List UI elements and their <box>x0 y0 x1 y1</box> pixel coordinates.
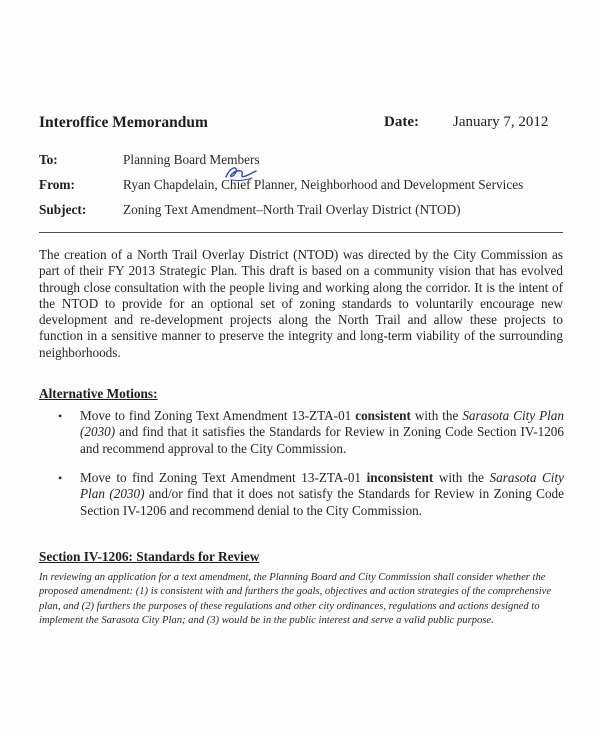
memo-title: Interoffice Memorandum <box>39 114 208 131</box>
motion-text: Move to find Zoning Text Amendment 13-ZTA-01 consistent with the Sarasota City Plan (2030) and find that it satisfies the Standards for Review in Zoning Code Section IV-1206 and recommend approval to the City Commission. <box>80 408 564 456</box>
date-label: Date: <box>384 114 419 130</box>
standards-paragraph: In reviewing an application for a text amendment, the Planning Board and City Commission shall consider whether the proposed amendment: (1) is consistent with and furthers the goals, objectives and action strategies of the comprehensive plan, and (2) furthers the purposes of these regulations and other city ordinances, regulations and actions designed to implement the Sarasota City Plan; and (3) would be in the public interest and serve a valid public purpose. <box>39 572 552 626</box>
from-value: Ryan Chapdelain, Chief Planner, Neighborhood and Development Services <box>123 177 524 192</box>
subject-value: Zoning Text Amendment–North Trail Overlay District (NTOD) <box>123 202 461 217</box>
from-label: From: <box>39 177 75 192</box>
motion-text: Move to find Zoning Text Amendment 13-ZTA-01 inconsistent with the Sarasota City Plan (2030) and/or find that it does not satisfy the Standards for Review in Zoning Code Section IV-1206 and recommend denial to the City Commission. <box>80 470 564 518</box>
alternative-motions-heading: Alternative Motions: <box>39 386 158 401</box>
date-value: January 7, 2012 <box>453 114 549 130</box>
header-divider <box>39 232 563 233</box>
intro-paragraph: The creation of a North Trail Overlay District (NTOD) was directed by the City Commission as part of their FY 2013 Strategic Plan. This draft is based on a community vision that has evolved through close consultation with the people living and working along the corridor. It is the intent of the NTOD to provide for an optional set of zoning standards to voluntarily encourage new development and re-development projects along the North Trail and allow these projects to function in a sensitive manner to preserve the integrity and long-term viability of the surrounding neighborhoods. <box>39 247 563 360</box>
bullet-icon: • <box>58 471 63 485</box>
subject-label: Subject: <box>39 202 87 217</box>
handwritten-initials-icon <box>222 163 260 185</box>
standards-heading: Section IV-1206: Standards for Review <box>39 549 260 564</box>
bullet-icon: • <box>58 409 63 423</box>
to-label: To: <box>39 152 58 167</box>
to-value: Planning Board Members <box>123 152 260 167</box>
